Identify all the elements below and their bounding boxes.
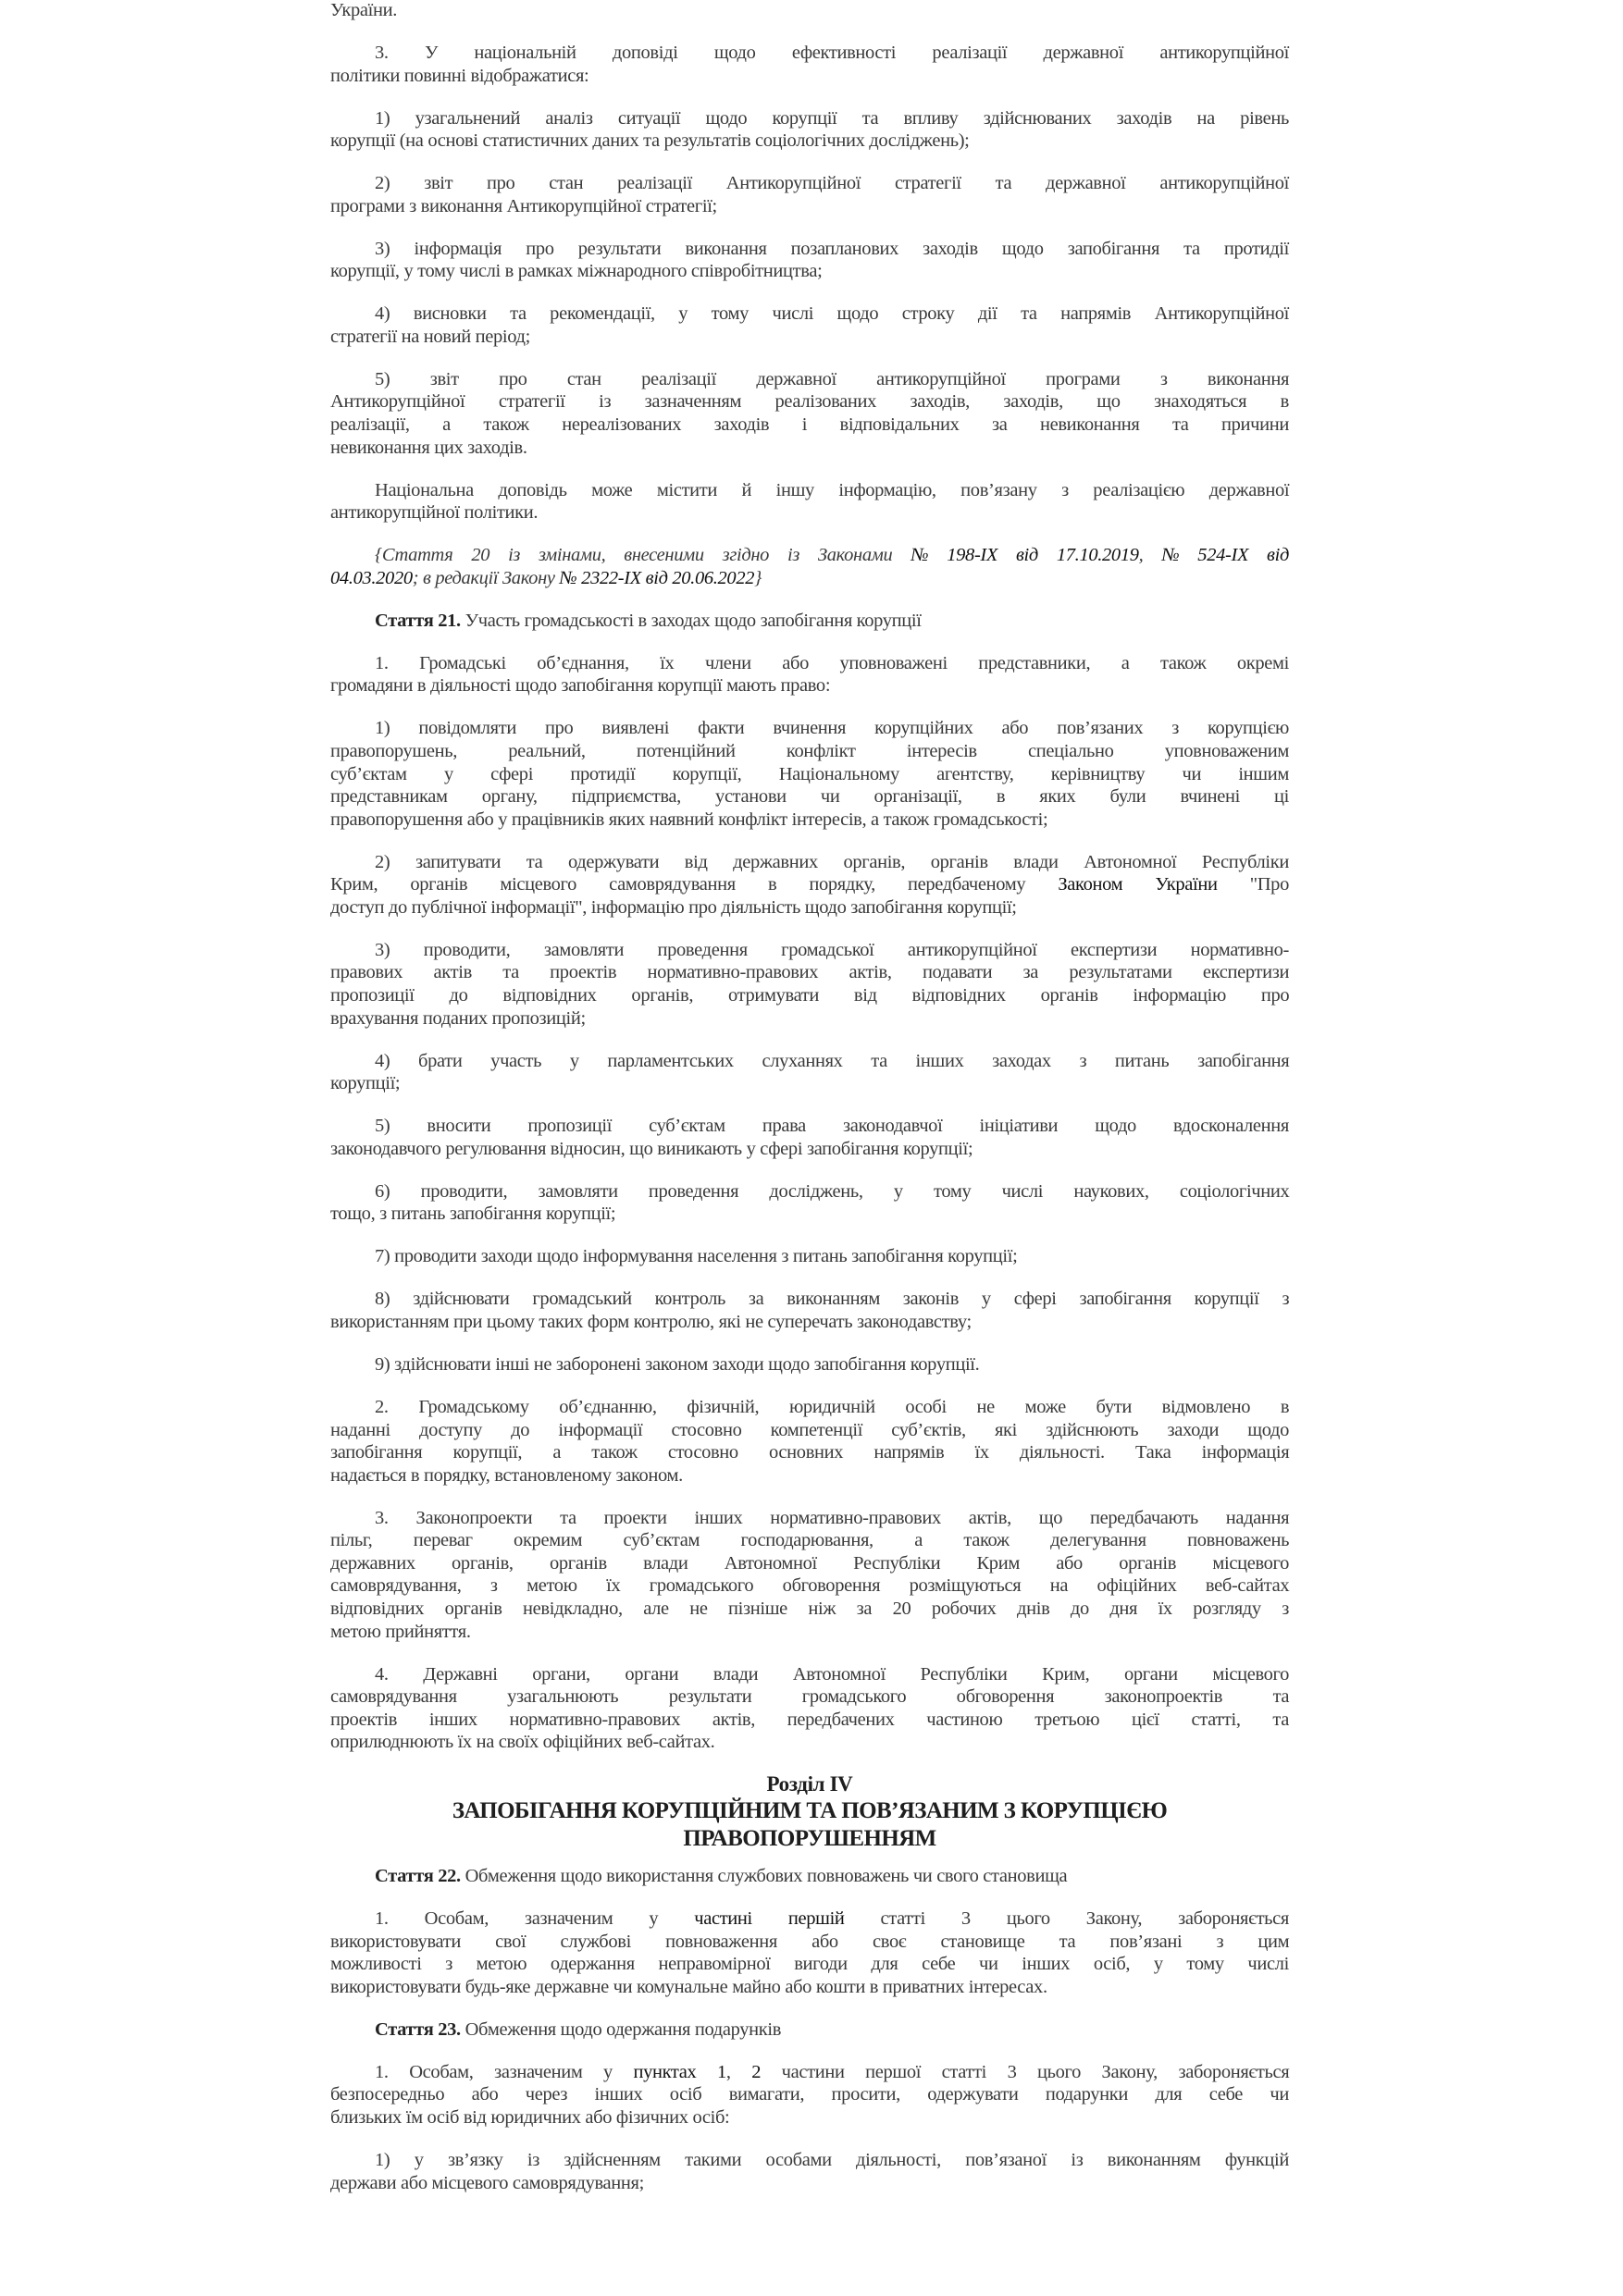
text-line xyxy=(330,2061,1289,2084)
text-line: оприлюднюють їх на своїх офіційних веб-сайтах. xyxy=(330,1732,715,1753)
text-line: використанням при цьому таких форм контролю, які не суперечать законодавству; xyxy=(330,1311,972,1332)
text-line xyxy=(330,2018,1289,2042)
amendment-text: } xyxy=(754,567,762,588)
separator: , xyxy=(1138,545,1162,566)
text-line: правопорушень, реальний, потенційний конфлікт інтересів спеціально уповноваженим xyxy=(330,740,1289,761)
law-link-524-ix[interactable]: № 524-IX від xyxy=(1161,545,1289,566)
text-line: 1. Громадські об’єднання, їх члени або уповноважені представники, а також окремі xyxy=(375,652,1289,673)
text-line: можливості з метою одержання неправомірної вигоди для себе чи інших осіб, у тому числі xyxy=(330,1954,1289,1975)
art21-item-4 xyxy=(330,1050,1289,1095)
art23-part1 xyxy=(330,2061,1289,2129)
law-link-public-information[interactable]: Законом України xyxy=(1058,874,1218,895)
text-line: самоврядування узагальнюють результати громадського обговорення законопроектів та xyxy=(330,1686,1290,1708)
article-title: Обмеження щодо одержання подарунків xyxy=(460,2018,782,2040)
list-item-2 xyxy=(330,172,1289,217)
text-line: 9) здійснювати інші не заборонені законом заходи щодо запобігання корупції. xyxy=(375,1353,980,1375)
article-21-heading xyxy=(330,610,1289,633)
text-line: суб’єктам у сфері протидії корупції, Національному агентству, керівництву чи іншим xyxy=(330,763,1289,784)
text-line: держави або місцевого самоврядування; xyxy=(330,2172,644,2193)
item-text: 1. Особам, зазначеним у xyxy=(375,1908,695,1930)
article-label: Стаття 22. xyxy=(375,1866,461,1887)
text-line: наданні доступу до інформації стосовно компетенції суб’єктів, які здійснюють заходи щодо xyxy=(330,1419,1289,1440)
art21-item-3 xyxy=(330,939,1289,1030)
text-line: реалізації, а також нереалізованих заходів і відповідальних за невиконання та причини xyxy=(330,414,1289,436)
text-line: врахування поданих пропозицій; xyxy=(330,1007,586,1029)
art21-part3 xyxy=(330,1507,1289,1644)
text-line: 4) брати участь у парламентських слуханнях та інших заходах з питань запобігання xyxy=(375,1050,1290,1071)
art21-part4 xyxy=(330,1663,1289,1754)
article-title: Обмеження щодо використання службових повноважень чи свого становища xyxy=(460,1866,1068,1887)
text-line: пропозиції до відповідних органів, отримувати від відповідних органів інформацію про xyxy=(330,985,1290,1006)
text-line: пільг, переваг окремим суб’єктам господарювання, а також делегування повноважень xyxy=(330,1530,1290,1551)
law-link-524-ix-date[interactable]: 04.03.2020 xyxy=(330,567,413,588)
separator: , xyxy=(725,2061,752,2082)
text-line: правових актів та проектів нормативно-правових актів, подавати за результатами експертизи xyxy=(330,962,1290,983)
text-line: самоврядування, з метою їх громадського обговорення розміщуються на офіційних веб-сайтах xyxy=(330,1575,1290,1597)
text-line: 2) запитувати та одержувати від державних органів, органів влади Автономної Республіки xyxy=(375,851,1289,872)
text-line: 3. У національній доповіді щодо ефективності реалізації державної антикорупційної xyxy=(375,42,1289,63)
text-line: 8) здійснювати громадський контроль за виконанням законів у сфері запобігання корупції з xyxy=(375,1289,1290,1310)
list-item-4 xyxy=(330,302,1289,348)
link-points-2[interactable]: 2 xyxy=(751,2061,762,2082)
text-line: Національна доповідь може містити й іншу інформацію, пов’язану з реалізацією державної xyxy=(375,479,1290,500)
text-line: запобігання корупції, а також стосовно основних напрямів їх діяльності. Така інформація xyxy=(330,1442,1290,1463)
text-line xyxy=(330,1907,1289,1931)
amendment-note xyxy=(330,544,1289,589)
link-points-1[interactable]: пунктах 1 xyxy=(633,2061,726,2082)
text-line: відповідних органів невідкладно, але не пізніше ніж за 20 робочих днів до дня їх розгляду з xyxy=(330,1599,1289,1620)
list-item-3 xyxy=(330,238,1289,283)
text-line: України. xyxy=(330,0,397,20)
text-line: законодавчого регулювання відносин, що виникають у сфері запобігання корупції; xyxy=(330,1138,973,1159)
text-line: невиконання цих заходів. xyxy=(330,437,527,458)
article-23-heading xyxy=(330,2018,1289,2042)
article-22-heading xyxy=(330,1865,1289,1888)
text-line: тощо, з питань запобігання корупції; xyxy=(330,1204,616,1225)
link-part-one[interactable]: частині першій xyxy=(694,1908,845,1930)
text-line: корупції (на основі статистичних даних та результатів соціологічних досліджень); xyxy=(330,130,970,152)
text-line: Антикорупційної стратегії із зазначенням реалізованих заходів, заходів, що знаходяться в xyxy=(330,391,1289,413)
text-line: використовувати будь-яке державне чи комунальне майно або кошти в приватних інтересах. xyxy=(330,1976,1047,1997)
section-number: Розділ IV xyxy=(766,1772,853,1796)
text-line: правопорушення або у працівників яких наявний конфлікт інтересів, а також громадськості; xyxy=(330,809,1048,830)
text-line: стратегії на новий період; xyxy=(330,326,530,347)
list-item-5 xyxy=(330,368,1289,459)
text-line: проектів інших нормативно-правових актів, передбачених частиною третьою цієї статті, та xyxy=(330,1709,1290,1730)
item-text: частини першої статті 3 цього Закону, забороняється xyxy=(761,2061,1290,2082)
art21-item-1 xyxy=(330,717,1289,831)
amendment-text: {Стаття 20 із змінами, внесеними згідно із Законами xyxy=(375,545,911,566)
text-line: громадяни в діяльності щодо запобігання корупції мають право: xyxy=(330,675,831,697)
section-title-line: ЗАПОБІГАННЯ КОРУПЦІЙНИМ ТА ПОВ’ЯЗАНИМ З КОРУПЦІЄЮ xyxy=(452,1798,1168,1824)
text-line: 5) вносити пропозиції суб’єктам права законодавчої ініціативи щодо вдосконалення xyxy=(375,1116,1289,1137)
text-line: 1) узагальнений аналіз ситуації щодо корупції та впливу здійснюваних заходів на рівень xyxy=(375,107,1289,129)
text-line: 6) проводити, замовляти проведення досліджень, у тому числі наукових, соціологічних xyxy=(375,1180,1290,1202)
text-line: 7) проводити заходи щодо інформування населення з питань запобігання корупції; xyxy=(375,1246,1018,1267)
text-line: 3) інформація про результати виконання позапланових заходів щодо запобігання та протидії xyxy=(375,238,1289,259)
amendment-text: ; в редакції Закону xyxy=(412,567,560,588)
law-link-2322-ix[interactable]: № 2322-IX від 20.06.2022 xyxy=(559,567,755,588)
text-line: корупції; xyxy=(330,1073,401,1094)
law-link-198-ix[interactable]: № 198-IX від 17.10.2019 xyxy=(911,545,1139,566)
item-text: статті 3 цього Закону, забороняється xyxy=(844,1908,1290,1930)
document-page xyxy=(330,0,1289,2215)
art21-item-2 xyxy=(330,851,1289,920)
text-line: корупції, у тому числі в рамках міжнародного співробітництва; xyxy=(330,261,823,282)
text-line: представникам органу, підприємства, установи чи організації, в яких були вчинені ці xyxy=(330,786,1289,808)
art21-item-6 xyxy=(330,1180,1289,1226)
text-line: політики повинні відображатися: xyxy=(330,65,589,86)
art22-part1 xyxy=(330,1907,1289,1998)
art21-part1 xyxy=(330,652,1289,697)
paragraph-continuation xyxy=(330,0,1289,22)
text-line: 3. Законопроекти та проекти інших нормативно-правових актів, що передбачають надання xyxy=(375,1507,1290,1528)
item-text: Крим, органів місцевого самоврядування в порядку, передбаченому xyxy=(330,874,1059,895)
item-text: 1. Особам, зазначеним у xyxy=(375,2061,634,2082)
art21-item-9 xyxy=(330,1353,1289,1376)
art21-item-7 xyxy=(330,1245,1289,1268)
list-item-1 xyxy=(330,107,1289,153)
text-line: 2) звіт про стан реалізації Антикорупційної стратегії та державної антикорупційної xyxy=(375,173,1289,194)
text-line: 2. Громадському об’єднанню, фізичній, юридичній особі не може бути відмовлено в xyxy=(375,1396,1290,1417)
text-line: метою прийняття. xyxy=(330,1621,471,1642)
text-line xyxy=(330,544,1289,567)
text-line: використовувати свої службові повноваження або своє становище та пов’язані з цим xyxy=(330,1931,1290,1952)
art23-item-1 xyxy=(330,2149,1289,2194)
art21-part2 xyxy=(330,1396,1289,1487)
text-line xyxy=(330,567,1289,590)
text-line: надається в порядку, встановленому законом. xyxy=(330,1464,683,1486)
text-line: доступ до публічної інформації", інформацію про діяльність щодо запобігання корупції; xyxy=(330,896,1017,918)
text-line: 1) у зв’язку із здійсненням такими особами діяльності, пов’язаної із виконанням функцій xyxy=(375,2149,1289,2170)
text-line: 3) проводити, замовляти проведення громадської антикорупційної експертизи нормативно- xyxy=(375,939,1289,960)
text-line: 1) повідомляти про виявлені факти вчинення корупційних або пов’язаних з корупцією xyxy=(375,718,1289,739)
text-line xyxy=(330,610,1289,633)
art21-item-8 xyxy=(330,1288,1289,1333)
text-line xyxy=(330,873,1289,896)
article-title: Участь громадськості в заходах щодо запобігання корупції xyxy=(460,610,922,631)
paragraph-art20-part3 xyxy=(330,42,1289,87)
art21-item-5 xyxy=(330,1115,1289,1160)
text-line: 4) висновки та рекомендації, у тому числі щодо строку дії та напрямів Антикорупційної xyxy=(375,303,1289,325)
article-label: Стаття 23. xyxy=(375,2018,461,2040)
text-line: 5) звіт про стан реалізації державної антикорупційної програми з виконання xyxy=(375,368,1290,389)
article-label: Стаття 21. xyxy=(375,610,461,631)
section-heading xyxy=(330,1771,1289,1852)
text-line: антикорупційної політики. xyxy=(330,502,539,524)
text-line: програми з виконання Антикорупційної стратегії; xyxy=(330,195,717,216)
paragraph-national-report xyxy=(330,479,1289,525)
text-line: 4. Державні органи, органи влади Автономної Республіки Крим, органи місцевого xyxy=(375,1663,1289,1685)
text-line xyxy=(330,1865,1289,1888)
text-line: державних органів, органів влади Автономної Республіки Крим або органів місцевого xyxy=(330,1552,1289,1574)
text-line: безпосередньо або через інших осіб вимагати, просити, одержувати подарунки для себе чи xyxy=(330,2084,1289,2105)
text-line: близьких їм осіб від юридичних або фізичних осіб: xyxy=(330,2106,730,2128)
section-title-line: ПРАВОПОРУШЕННЯМ xyxy=(683,1825,936,1851)
item-text: "Про xyxy=(1217,874,1289,895)
